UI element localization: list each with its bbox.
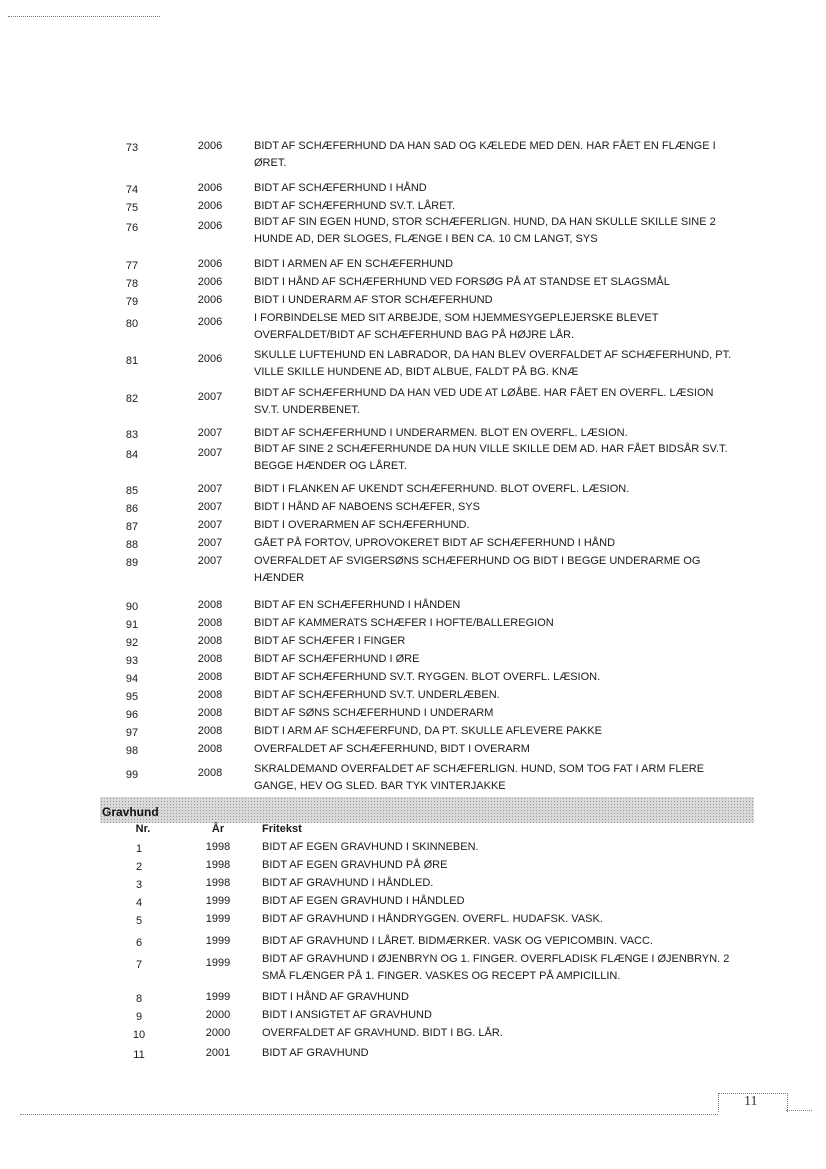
row-number: 91 (125, 619, 139, 631)
row-number: 98 (125, 745, 139, 757)
row-year: 2006 (197, 140, 223, 152)
row-number: 74 (125, 184, 139, 196)
row-number: 93 (125, 655, 139, 667)
row-year: 2006 (197, 353, 223, 365)
row-number: 96 (125, 709, 139, 721)
row-year: 2008 (197, 671, 223, 683)
row-year: 2007 (197, 427, 223, 439)
row-year: 2007 (197, 483, 223, 495)
row-number: 76 (125, 222, 139, 234)
row-number: 79 (125, 296, 139, 308)
row-number: 9 (135, 1011, 143, 1023)
bottom-rule (20, 1114, 718, 1115)
row-number: 10 (132, 1029, 146, 1041)
row-number: 86 (125, 503, 139, 515)
column-header-nr: Nr. (135, 823, 151, 835)
row-text: BIDT AF GRAVHUND I HÅNDLED. (262, 877, 434, 889)
row-number: 3 (135, 879, 143, 891)
row-text: BIDT AF GRAVHUND I ØJENBRYN OG 1. FINGER. OVERFLADISK FLÆNGE I ØJENBRYN. 2 SMÅ FLÆNGER PÅ 1. FINGER. VASKES OG RECEPT PÅ AMPICILLIN. (262, 953, 730, 982)
row-number: 99 (125, 769, 139, 781)
row-year: 2000 (205, 1009, 231, 1021)
row-text: BIDT AF GRAVHUND (262, 1047, 369, 1059)
row-number: 97 (125, 727, 139, 739)
row-text: BIDT AF EGEN GRAVHUND I HÅNDLED (262, 895, 465, 907)
row-number: 85 (125, 485, 139, 497)
column-header-text: Fritekst (262, 823, 302, 835)
row-year: 2007 (197, 519, 223, 531)
bottom-rule-right (786, 1110, 812, 1111)
row-text: BIDT AF SCHÆFERHUND SV.T. LÅRET. (254, 200, 456, 212)
row-year: 2006 (197, 182, 223, 194)
row-number: 90 (125, 601, 139, 613)
top-scan-rule (8, 16, 160, 17)
row-number: 77 (125, 260, 139, 272)
row-text: BIDT AF SCHÆFERHUND I UNDERARMEN. BLOT EN OVERFL. LÆSION. (254, 427, 628, 439)
row-text: BIDT AF SCHÆFERHUND SV.T. RYGGEN. BLOT OVERFL. LÆSION. (254, 671, 601, 683)
row-year: 2008 (197, 707, 223, 719)
row-year: 1999 (205, 895, 231, 907)
row-year: 2008 (197, 689, 223, 701)
row-text: BIDT I HÅND AF GRAVHUND (262, 991, 409, 1003)
row-year: 1999 (205, 957, 231, 969)
row-number: 6 (135, 937, 143, 949)
row-year: 2008 (197, 599, 223, 611)
section-title: Gravhund (102, 805, 159, 819)
row-text: OVERFALDET AF GRAVHUND. BIDT I BG. LÅR. (262, 1027, 503, 1039)
row-number: 95 (125, 691, 139, 703)
row-text: BIDT AF GRAVHUND I LÅRET. BIDMÆRKER. VASK OG VEPICOMBIN. VACC. (262, 935, 653, 947)
row-text: OVERFALDET AF SVIGERSØNS SCHÆFERHUND OG BIDT I BEGGE UNDERARME OG HÆNDER (254, 555, 701, 584)
row-year: 2008 (197, 725, 223, 737)
row-text: BIDT I HÅND AF NABOENS SCHÆFER, SYS (254, 501, 480, 513)
row-number: 75 (125, 202, 139, 214)
row-number: 73 (125, 142, 139, 154)
row-year: 2008 (197, 767, 223, 779)
row-text: GÅET PÅ FORTOV, UPROVOKERET BIDT AF SCHÆFERHUND I HÅND (254, 537, 616, 549)
row-number: 11 (133, 1049, 145, 1061)
row-number: 4 (135, 897, 143, 909)
row-year: 2008 (197, 617, 223, 629)
row-year: 2008 (197, 653, 223, 665)
row-text: BIDT AF SIN EGEN HUND, STOR SCHÆFERLIGN. HUND, DA HAN SKULLE SKILLE SINE 2 HUNDE AD, DER SLOGES, FLÆNGE I BEN CA. 10 CM LANGT, SYS (254, 216, 716, 245)
row-year: 2000 (205, 1027, 231, 1039)
row-year: 2007 (197, 391, 223, 403)
row-text: BIDT AF EGEN GRAVHUND I SKINNEBEN. (262, 841, 479, 853)
row-number: 83 (125, 429, 139, 441)
row-number: 87 (125, 521, 139, 533)
row-text: BIDT AF SCHÆFER I FINGER (254, 635, 406, 647)
row-year: 2006 (197, 220, 223, 232)
row-text: BIDT AF EGEN GRAVHUND PÅ ØRE (262, 859, 448, 871)
row-year: 2007 (197, 501, 223, 513)
row-text: BIDT AF SINE 2 SCHÆFERHUNDE DA HUN VILLE SKILLE DEM AD. HAR FÅET BIDSÅR SV.T. BEGGE HÆNDER OG LÅRET. (254, 443, 728, 472)
row-text: BIDT AF SCHÆFERHUND DA HAN VED UDE AT LØÅBE. HAR FÅET EN OVERFL. LÆSION SV.T. UNDERBENET. (254, 387, 714, 416)
row-number: 5 (135, 915, 143, 927)
row-text: BIDT AF GRAVHUND I HÅNDRYGGEN. OVERFL. HUDAFSK. VASK. (262, 913, 603, 925)
row-number: 8 (135, 993, 143, 1005)
row-year: 2007 (197, 555, 223, 567)
row-year: 2007 (197, 537, 223, 549)
page-number: 11 (744, 1094, 758, 1109)
row-text: I FORBINDELSE MED SIT ARBEJDE, SOM HJEMMESYGEPLEJERSKE BLEVET OVERFALDET/BIDT AF SCHÆFERHUND BAG PÅ HØJRE LÅR. (254, 312, 659, 341)
row-text: BIDT I UNDERARM AF STOR SCHÆFERHUND (254, 294, 493, 306)
row-text: BIDT AF SCHÆFERHUND DA HAN SAD OG KÆLEDE MED DEN. HAR FÅET EN FLÆNGE I ØRET. (254, 140, 716, 169)
row-text: BIDT AF SCHÆFERHUND I ØRE (254, 653, 420, 665)
row-year: 2008 (197, 743, 223, 755)
row-year: 1998 (205, 841, 231, 853)
row-number: 89 (125, 557, 139, 569)
row-year: 2001 (205, 1047, 231, 1059)
section-header-bar (100, 797, 754, 823)
row-text: BIDT I ANSIGTET AF GRAVHUND (262, 1009, 432, 1021)
row-text: SKRALDEMAND OVERFALDET AF SCHÆFERLIGN. HUND, SOM TOG FAT I ARM FLERE GANGE, HEV OG SLED. BAR TYK VINTERJAKKE (254, 763, 705, 792)
row-number: 88 (125, 539, 139, 551)
row-text: BIDT I ARMEN AF EN SCHÆFERHUND (254, 258, 454, 270)
row-text: BIDT AF SCHÆFERHUND SV.T. UNDERLÆBEN. (254, 689, 500, 701)
row-number: 2 (135, 861, 143, 873)
row-number: 82 (125, 393, 139, 405)
row-year: 1998 (205, 859, 231, 871)
row-text: BIDT AF KAMMERATS SCHÆFER I HOFTE/BALLEREGION (254, 617, 554, 629)
row-number: 84 (125, 449, 139, 461)
row-text: BIDT AF SØNS SCHÆFERHUND I UNDERARM (254, 707, 494, 719)
row-year: 2006 (197, 258, 223, 270)
row-number: 7 (135, 959, 143, 971)
row-number: 1 (135, 843, 143, 855)
row-number: 92 (125, 637, 139, 649)
row-year: 1999 (205, 991, 231, 1003)
row-number: 78 (125, 278, 139, 290)
row-number: 81 (125, 355, 139, 367)
row-year: 1999 (205, 913, 231, 925)
row-number: 80 (125, 318, 139, 330)
row-year: 2006 (197, 200, 223, 212)
row-year: 2006 (197, 316, 223, 328)
row-year: 1999 (205, 935, 231, 947)
row-text: BIDT I FLANKEN AF UKENDT SCHÆFERHUND. BLOT OVERFL. LÆSION. (254, 483, 630, 495)
row-text: OVERFALDET AF SCHÆFERHUND, BIDT I OVERARM (254, 743, 530, 755)
row-text: BIDT I HÅND AF SCHÆFERHUND VED FORSØG PÅ AT STANDSE ET SLAGSMÅL (254, 276, 670, 288)
row-year: 2008 (197, 635, 223, 647)
row-year: 1998 (205, 877, 231, 889)
column-header-year: År (211, 823, 225, 835)
row-year: 2006 (197, 276, 223, 288)
row-text: BIDT I OVERARMEN AF SCHÆFERHUND. (254, 519, 470, 531)
row-text: BIDT I ARM AF SCHÆFERFUND, DA PT. SKULLE AFLEVERE PAKKE (254, 725, 603, 737)
row-text: SKULLE LUFTEHUND EN LABRADOR, DA HAN BLEV OVERFALDET AF SCHÆFERHUND, PT. VILLE SKILLE HUNDENE AD, BIDT ALBUE, FALDT PÅ BG. KNÆ (254, 349, 732, 378)
row-text: BIDT AF EN SCHÆFERHUND I HÅNDEN (254, 599, 461, 611)
row-text: BIDT AF SCHÆFERHUND I HÅND (254, 182, 427, 194)
row-year: 2006 (197, 294, 223, 306)
row-year: 2007 (197, 447, 223, 459)
row-number: 94 (125, 673, 139, 685)
